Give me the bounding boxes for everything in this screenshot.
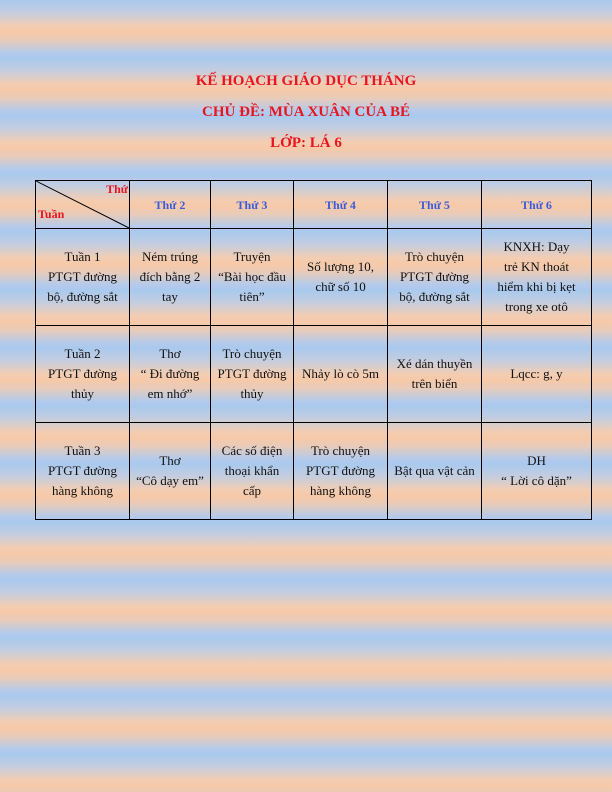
activity-line: “ Đi đường: [140, 366, 200, 381]
activity-cell: [388, 326, 482, 423]
day-header: Thứ 3: [211, 181, 294, 229]
activity-line: đích bằng 2: [139, 269, 201, 284]
activity-line: chữ số 10: [315, 279, 366, 294]
activity-line: Xé dán thuyền: [396, 356, 473, 371]
activity-line: Ném trúng: [142, 249, 198, 264]
activity-cell: [482, 229, 592, 326]
activity-line: bộ, đường sắt: [399, 289, 470, 304]
activity-line: “Bài học đầu: [218, 269, 286, 284]
plan-theme: CHỦ ĐỀ: MÙA XUÂN CỦA BÉ: [202, 104, 410, 120]
week-label-line: Tuần 1: [64, 249, 101, 264]
activity-line: hiểm khi bị kẹt: [497, 279, 576, 294]
activity-line: Thơ: [159, 346, 181, 361]
activity-cell: [211, 326, 294, 423]
activity-line: Trò chuyện: [222, 346, 282, 361]
day-header: Thứ 5: [388, 181, 482, 229]
activity-cell: [294, 423, 388, 520]
week-label-line: hàng không: [51, 483, 114, 498]
day-header: Thứ 2: [130, 181, 211, 229]
activity-line: Các số điện: [221, 443, 283, 458]
plan-title: KẾ HOẠCH GIÁO DỤC THÁNG: [195, 73, 417, 89]
activity-line: Thơ: [159, 453, 181, 468]
corner-week-label: Tuần: [38, 207, 65, 221]
activity-line: tay: [162, 289, 178, 304]
activity-cell: [482, 423, 592, 520]
activity-cell: [211, 423, 294, 520]
activity-line: cấp: [242, 483, 262, 498]
week-label-line: Tuần 3: [64, 443, 101, 458]
activity-line: Trò chuyện: [404, 249, 465, 264]
activity-line: trên biển: [411, 376, 458, 391]
header-row: [36, 181, 592, 229]
activity-line: PTGT đường: [306, 463, 375, 478]
activity-line: trong xe otô: [505, 299, 568, 314]
table-row: [36, 326, 592, 423]
week-cell: [36, 326, 130, 423]
activity-cell: [294, 326, 388, 423]
activity-cell: [482, 326, 592, 423]
activity-line: tiên”: [239, 289, 265, 304]
activity-line: KNXH: Dạy: [503, 239, 570, 254]
plan-class: LỚP: LÁ 6: [270, 135, 342, 151]
corner-cell: [36, 181, 130, 229]
table-row: [36, 229, 592, 326]
activity-line: PTGT đường: [400, 269, 469, 284]
activity-line: hàng không: [309, 483, 372, 498]
activity-line: “Cô dạy em”: [136, 473, 204, 488]
activity-line: thoại khẩn: [224, 463, 280, 478]
day-header: Thứ 4: [294, 181, 388, 229]
week-label-line: PTGT đường: [48, 463, 117, 478]
activity-line: Số lượng 10,: [306, 259, 374, 274]
activity-cell: [294, 229, 388, 326]
activity-line: PTGT đường: [217, 366, 287, 381]
activity-cell: [130, 423, 211, 520]
week-label-line: bộ, đường sắt: [47, 289, 118, 304]
activity-line: thủy: [240, 386, 264, 401]
activity-line: trẻ KN thoát: [504, 259, 569, 274]
activity-line: DH: [527, 453, 546, 468]
day-header: Thứ 6: [482, 181, 592, 229]
activity-line: “ Lời cô dặn”: [501, 473, 572, 488]
activity-line: Truyện: [233, 249, 271, 264]
activity-line: Nhảy lò cò 5m: [302, 366, 379, 381]
week-label-line: PTGT đường: [48, 269, 117, 284]
week-cell: [36, 423, 130, 520]
activity-line: Bật qua vật cản: [394, 463, 475, 478]
week-label-line: thủy: [70, 386, 95, 401]
activity-cell: [388, 423, 482, 520]
activity-line: Trò chuyện: [310, 443, 371, 458]
week-label-line: Tuần 2: [64, 346, 101, 361]
activity-line: Lqcc: g, y: [510, 366, 563, 381]
activity-line: em nhớ”: [147, 386, 193, 401]
activity-cell: [130, 326, 211, 423]
table-row: [36, 423, 592, 520]
activity-cell: [388, 229, 482, 326]
activity-cell: [130, 229, 211, 326]
week-label-line: PTGT đường: [48, 366, 117, 381]
plan-table: [35, 180, 592, 520]
corner-day-label: Thứ: [106, 182, 128, 196]
activity-cell: [211, 229, 294, 326]
week-cell: [36, 229, 130, 326]
